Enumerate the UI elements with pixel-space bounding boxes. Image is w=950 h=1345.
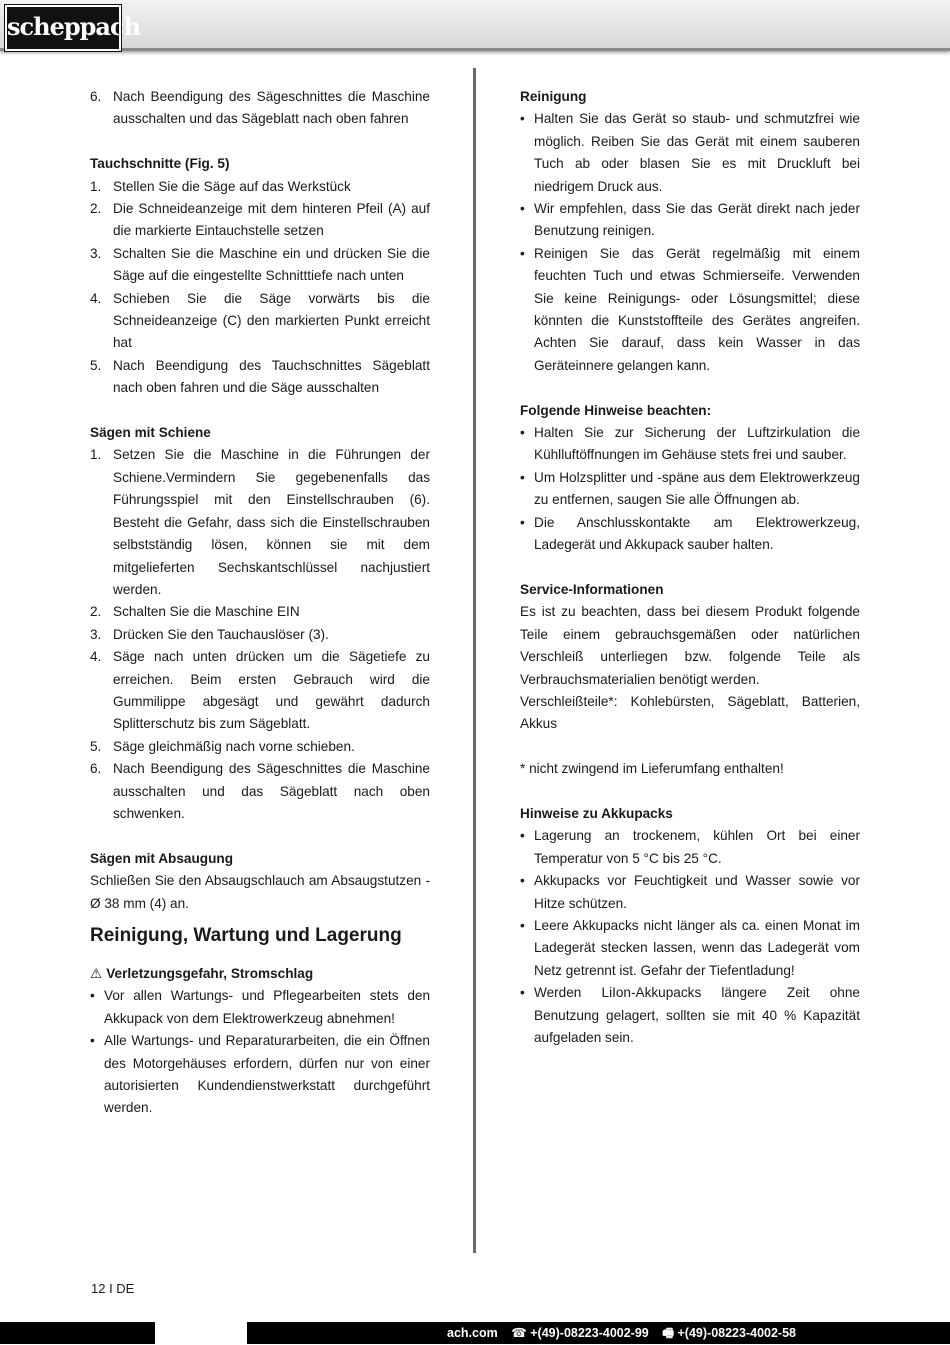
footer-fax: 🖷 +(49)-08223-4002-58 — [662, 1326, 796, 1340]
list-item: • Alle Wartungs- und Reparaturarbeiten, die ein Öffnen des Motorgehäuses erfordern, dürfen nur von einer autorisierten Kundendienstwerkstatt durchgeführt werden. — [90, 1033, 430, 1116]
list-item: 1. Stellen Sie die Säge auf das Werkstück — [90, 178, 351, 194]
footer-white-block — [155, 1322, 247, 1344]
list-item: 6. Nach Beendigung des Sägeschnittes die Maschine ausschalten und das Sägeblatt nach oben schwenken. — [90, 761, 430, 821]
heading-saegen-mit-schiene: Sägen mit Schiene — [90, 425, 211, 441]
list-item: 5. Nach Beendigung des Tauchschnittes Sägeblatt nach oben fahren und die Säge ausschalten — [90, 357, 430, 396]
heading-saegen-mit-absaugung: Sägen mit Absaugung — [90, 850, 233, 866]
service-wear-parts: Verschleißteile*: Kohlebürsten, Sägeblatt, Batterien, Akkus — [520, 693, 860, 732]
list-item: • Halten Sie zur Sicherung der Luftzirkulation die Kühlluftöffnungen im Gehäuse stets frei und sauber. — [520, 425, 860, 463]
service-text: Es ist zu beachten, dass bei diesem Produkt folgende Teile einem gebrauchsgemäßen oder natürlichen Verschleiß unterliegen bzw. folgende Teile als Verbrauchsmaterialien benötigt werden. — [520, 604, 860, 687]
list-item: 4. Schieben Sie die Säge vorwärts bis die Schneideanzeige (C) den markierten Punkt erreicht hat — [90, 290, 430, 351]
list-item: 1. Setzen Sie die Maschine in die Führungen der Schiene.Vermindern Sie gegebenenfalls das Führungsspiel mit den Einstellschrauben (6). Besteht die Gefahr, dass sich die Einstellschrauben selbstständig lösen, können sie mit dem mitgelieferten Sechskantschlüssel nachjustiert werden. — [90, 447, 430, 597]
list-item: • Die Anschlusskontakte am Elektrowerkzeug, Ladegerät und Akkupack sauber halten. — [520, 514, 860, 553]
warning-heading — [90, 963, 430, 985]
list-item: 5. Säge gleichmäßig nach vorne schieben. — [90, 738, 355, 754]
list-item: 2. Schalten Sie die Maschine EIN — [90, 604, 300, 620]
list-item: • Akkupacks vor Feuchtigkeit und Wasser sowie vor Hitze schützen. — [520, 873, 860, 911]
heading-hinweise: Folgende Hinweise beachten: — [520, 402, 712, 418]
list-item: 2. Die Schneideanzeige mit dem hinteren Pfeil (A) auf die markierte Eintauchstelle setzen — [90, 201, 430, 239]
list-item: • Um Holzsplitter und -späne aus dem Elektrowerkzeug zu entfernen, saugen Sie alle Öffnungen ab. — [520, 469, 860, 508]
footer-phone: ☎ +(49)-08223-4002-99 — [511, 1326, 649, 1340]
schiene-list — [90, 444, 430, 825]
page-number: 12 I DE — [91, 1281, 135, 1296]
tauch-list — [90, 176, 430, 400]
list-item: • Reinigen Sie das Gerät regelmäßig mit einem feuchten Tuch und etwas Schmierseife. Verwenden Sie keine Reinigungs- oder Lösungsmittel; diese könnten die Kunststoffteile des Gerätes angreifen. Achten Sie darauf, dass kein Wasser in das Geräteinnere gelangen kann. — [520, 245, 860, 373]
section-title: Reinigung, Wartung und Lagerung — [90, 924, 402, 946]
absaugung-text: Schließen Sie den Absaugschlauch am Absaugstutzen - Ø 38 mm (4) an. — [90, 873, 430, 911]
list-item: • Vor allen Wartungs- und Pflegearbeiten stets den Akkupack von dem Elektrowerkzeug abnehmen! — [90, 988, 430, 1026]
right-column — [520, 86, 860, 1049]
list-item: • Werden LiIon-Akkupacks längere Zeit ohne Benutzung gelagert, sollten sie mit 40 % Kapazität aufgeladen sein. — [520, 985, 860, 1045]
list-item: 3. Schalten Sie die Maschine ein und drücken Sie die Säge auf die eingestellte Schnitttiefe nach unten — [90, 245, 430, 284]
list-text: Nach Beendigung des Sägeschnittes die Maschine ausschalten und das Sägeblatt nach oben fahren — [113, 89, 430, 127]
list-item: • Wir empfehlen, dass Sie das Gerät direkt nach jeder Benutzung reinigen. — [520, 201, 860, 239]
left-column — [90, 86, 430, 1120]
list-item: • Halten Sie das Gerät so staub- und schmutzfrei wie möglich. Reiben Sie das Gerät mit einem sauberen Tuch ab oder blasen Sie es mit Druckluft bei niedrigem Druck aus. — [520, 111, 860, 194]
footer-web: ach.com — [447, 1326, 498, 1340]
service-note: * nicht zwingend im Lieferumfang enthalten! — [520, 761, 784, 777]
column-divider — [473, 68, 476, 1253]
list-number: 6. — [90, 89, 102, 104]
heading-service: Service-Informationen — [520, 581, 664, 597]
warning-heading-text: Verletzungsgefahr, Stromschlag — [106, 965, 314, 981]
list-item: 3. Drücken Sie den Tauchauslöser (3). — [90, 626, 329, 642]
list-item: • Lagerung an trockenem, kühlen Ort bei einer Temperatur von 5 °C bis 25 °C. — [520, 828, 860, 866]
list-item: 4. Säge nach unten drücken um die Sägetiefe zu erreichen. Beim ersten Gebrauch wird die Gummilippe abgesägt und gewährt dadurch Splitterschutz bis zum Sägeblatt. — [90, 649, 430, 732]
heading-tauchschnitte: Tauchschnitte (Fig. 5) — [90, 156, 230, 172]
list-item: • Leere Akkupacks nicht länger als ca. einen Monat im Ladegerät stecken lassen, wenn das Ladegerät vom Netz getrennt ist. Gefahr der Tiefentladung! — [520, 917, 860, 978]
list-item — [90, 86, 430, 131]
heading-akkupacks: Hinweise zu Akkupacks — [520, 805, 673, 821]
footer-bar — [0, 1322, 950, 1344]
footer-contact — [437, 1322, 796, 1344]
heading-reinigung: Reinigung — [520, 89, 587, 104]
warning-triangle-icon: ⚠ — [90, 965, 103, 981]
header-band — [0, 0, 950, 51]
brand-logo: scheppach — [5, 5, 121, 51]
